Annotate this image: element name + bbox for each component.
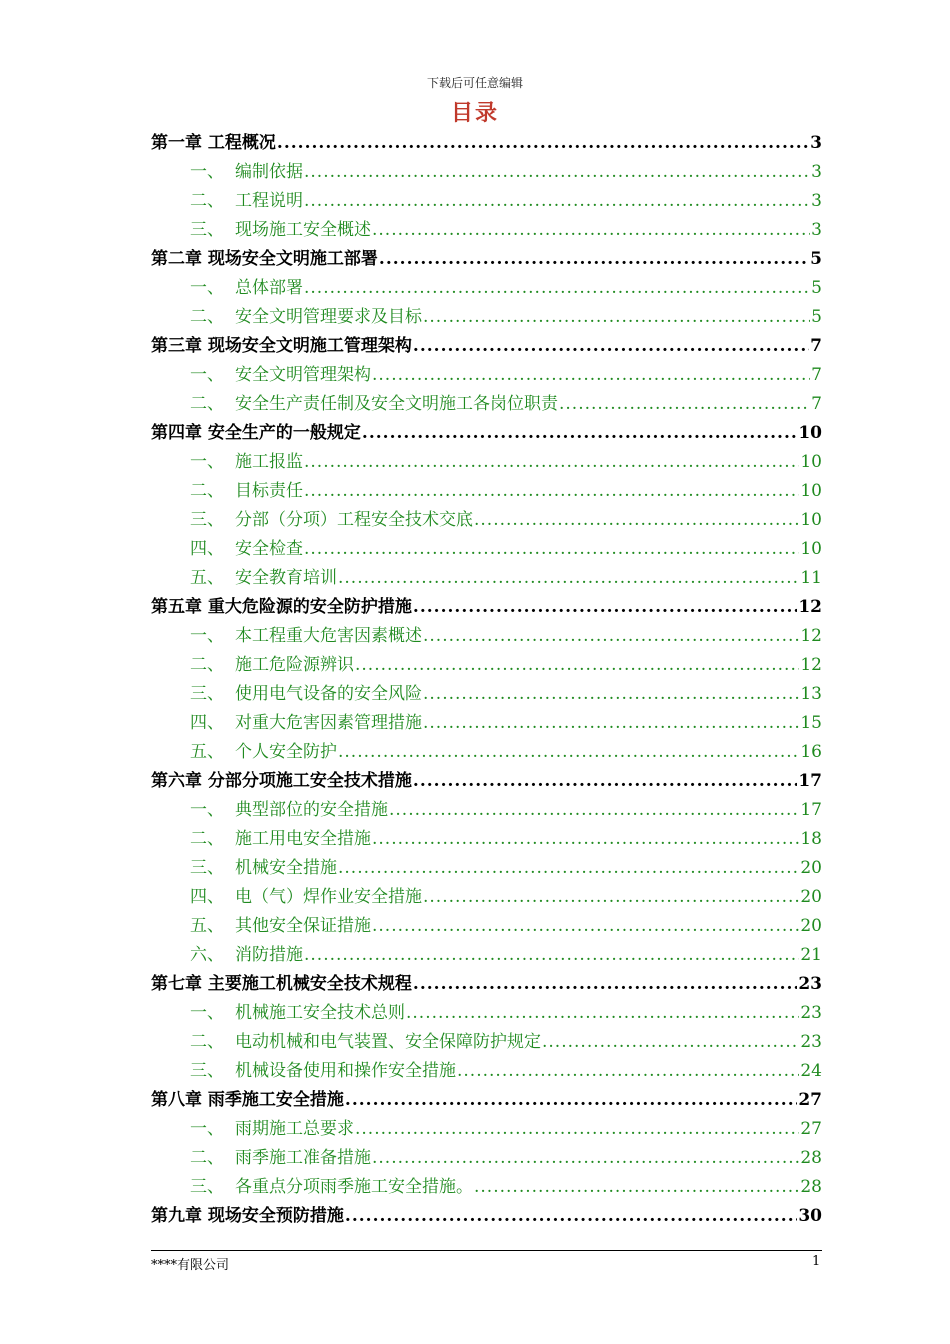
toc-section-entry[interactable] [151, 999, 822, 1028]
toc-section-entry[interactable] [151, 477, 822, 506]
toc-entry-label: 第六章 分部分项施工安全技术措施 [151, 771, 412, 791]
toc-section-entry[interactable] [151, 506, 822, 535]
footer-page-number: 1 [812, 1254, 821, 1269]
toc-page-number: 12 [800, 655, 822, 675]
toc-section-title: 工程说明 [235, 191, 303, 211]
toc-page-number: 10 [800, 539, 822, 559]
toc-section-entry[interactable] [151, 883, 822, 912]
toc-page-number: 10 [800, 452, 822, 472]
toc-page-number: 7 [811, 394, 822, 414]
toc-section-title: 本工程重大危害因素概述 [235, 626, 422, 646]
toc-dot-leader [413, 593, 797, 622]
toc-page-number: 28 [800, 1177, 822, 1197]
toc-section-number: 三、 [190, 510, 224, 530]
toc-dot-leader [338, 854, 799, 883]
toc-section-number: 五、 [190, 568, 224, 588]
toc-section-number: 二、 [190, 1148, 224, 1168]
toc-section-entry[interactable] [151, 274, 822, 303]
toc-dot-leader [345, 1202, 797, 1231]
toc-dot-leader [413, 970, 797, 999]
toc-dot-leader [304, 535, 799, 564]
toc-page-number: 20 [800, 916, 822, 936]
toc-section-number: 三、 [190, 858, 224, 878]
footer-divider [151, 1250, 822, 1251]
toc-entry-label [190, 303, 422, 332]
toc-section-title: 施工危险源辨识 [235, 655, 354, 675]
toc-entry-label: 第二章 现场安全文明施工部署 [151, 249, 378, 269]
toc-page-number: 23 [800, 1003, 822, 1023]
toc-page-number: 28 [800, 1148, 822, 1168]
toc-page-number: 5 [811, 278, 822, 298]
toc-page-number: 21 [800, 945, 822, 965]
toc-dot-leader [474, 506, 799, 535]
toc-chapter-entry[interactable] [151, 332, 822, 361]
toc-dot-leader [338, 738, 799, 767]
toc-entry-label: 第一章 工程概况 [151, 133, 276, 153]
toc-dot-leader [372, 1144, 799, 1173]
toc-entry-label [190, 1028, 541, 1057]
header-note: 下载后可任意编辑 [426, 76, 523, 90]
toc-section-title: 安全检查 [235, 539, 303, 559]
toc-section-number: 三、 [190, 1061, 224, 1081]
toc-entry-label [190, 651, 354, 680]
toc-dot-leader [355, 1115, 799, 1144]
toc-entry-label [190, 854, 337, 883]
toc-section-title: 个人安全防护 [235, 742, 337, 762]
toc-section-title: 各重点分项雨季施工安全措施。 [235, 1177, 473, 1197]
toc-entry-label [190, 680, 422, 709]
toc-page-number: 5 [810, 249, 822, 269]
toc-section-entry[interactable] [151, 854, 822, 883]
toc-entry-label [190, 506, 473, 535]
toc-dot-leader [413, 332, 809, 361]
toc-page-number: 7 [810, 336, 822, 356]
toc-entry-label [190, 448, 303, 477]
toc-entry-label: 第八章 雨季施工安全措施 [151, 1090, 344, 1110]
toc-dot-leader [423, 680, 799, 709]
toc-page-number: 12 [800, 626, 822, 646]
toc-section-number: 四、 [190, 887, 224, 907]
toc-section-entry[interactable] [151, 564, 822, 593]
toc-entry-label: 第四章 安全生产的一般规定 [151, 423, 361, 443]
toc-entry-label [190, 796, 388, 825]
toc-page-number: 5 [811, 307, 822, 327]
toc-section-title: 对重大危害因素管理措施 [235, 713, 422, 733]
toc-section-entry[interactable] [151, 738, 822, 767]
toc-section-entry[interactable] [151, 1057, 822, 1086]
toc-entry-label [190, 912, 371, 941]
toc-entry-label [190, 1057, 456, 1086]
toc-dot-leader [372, 825, 799, 854]
toc-page-number: 23 [800, 1032, 822, 1052]
toc-page-number: 18 [800, 829, 822, 849]
toc-page-number: 17 [800, 800, 822, 820]
toc-page-number: 17 [798, 771, 822, 791]
toc-section-entry[interactable] [151, 535, 822, 564]
toc-page-number: 3 [811, 191, 822, 211]
toc-dot-leader [362, 419, 797, 448]
toc-section-title: 总体部署 [235, 278, 303, 298]
toc-dot-leader [372, 216, 810, 245]
toc-section-title: 施工报监 [235, 452, 303, 472]
toc-entry-label [190, 361, 371, 390]
table-of-contents [151, 129, 822, 1231]
toc-page-number: 24 [800, 1061, 822, 1081]
toc-section-entry[interactable] [151, 912, 822, 941]
toc-section-entry[interactable] [151, 651, 822, 680]
toc-section-title: 电（气）焊作业安全措施 [235, 887, 422, 907]
toc-entry-label [190, 1144, 371, 1173]
toc-page-number: 15 [800, 713, 822, 733]
toc-section-number: 二、 [190, 481, 224, 501]
toc-entry-label: 第七章 主要施工机械安全技术规程 [151, 974, 412, 994]
toc-section-entry[interactable] [151, 1028, 822, 1057]
toc-dot-leader [457, 1057, 799, 1086]
toc-entry-label [190, 622, 422, 651]
toc-section-number: 三、 [190, 684, 224, 704]
toc-dot-leader [277, 129, 809, 158]
toc-page-number: 13 [800, 684, 822, 704]
toc-title: 目录 [450, 100, 499, 126]
toc-dot-leader [423, 883, 799, 912]
toc-entry-label [190, 477, 303, 506]
toc-page-number: 27 [800, 1119, 822, 1139]
toc-section-title: 消防措施 [235, 945, 303, 965]
toc-page-number: 20 [800, 887, 822, 907]
toc-page-number: 10 [800, 510, 822, 530]
toc-dot-leader [304, 187, 810, 216]
toc-section-entry[interactable] [151, 709, 822, 738]
toc-page-number: 16 [800, 742, 822, 762]
toc-dot-leader [304, 448, 799, 477]
toc-dot-leader [304, 941, 799, 970]
toc-entry-label [190, 999, 405, 1028]
toc-page-number: 12 [798, 597, 822, 617]
toc-section-number: 三、 [190, 1177, 224, 1197]
toc-section-title: 其他安全保证措施 [235, 916, 371, 936]
toc-section-number: 一、 [190, 1003, 224, 1023]
toc-entry-label [190, 274, 303, 303]
toc-entry-label [190, 564, 337, 593]
toc-entry-label: 第三章 现场安全文明施工管理架构 [151, 336, 412, 356]
toc-section-entry[interactable] [151, 622, 822, 651]
toc-chapter-entry[interactable] [151, 419, 822, 448]
toc-section-entry[interactable] [151, 796, 822, 825]
toc-entry-label [190, 738, 337, 767]
toc-entry-label: 第五章 重大危险源的安全防护措施 [151, 597, 412, 617]
toc-section-number: 一、 [190, 365, 224, 385]
toc-section-title: 安全文明管理要求及目标 [235, 307, 422, 327]
toc-section-number: 一、 [190, 162, 224, 182]
toc-chapter-entry[interactable] [151, 970, 822, 999]
toc-section-number: 二、 [190, 191, 224, 211]
toc-section-entry[interactable] [151, 187, 822, 216]
toc-section-number: 二、 [190, 1032, 224, 1052]
toc-section-number: 五、 [190, 742, 224, 762]
toc-dot-leader [542, 1028, 799, 1057]
toc-section-title: 安全生产责任制及安全文明施工各岗位职责 [235, 394, 558, 414]
toc-entry-label [190, 187, 303, 216]
toc-dot-leader [559, 390, 810, 419]
toc-section-entry[interactable] [151, 1173, 822, 1202]
toc-section-title: 现场施工安全概述 [235, 220, 371, 240]
toc-chapter-entry[interactable] [151, 593, 822, 622]
toc-section-title: 典型部位的安全措施 [235, 800, 388, 820]
toc-entry-label [190, 158, 303, 187]
toc-entry-label [190, 390, 558, 419]
toc-section-number: 二、 [190, 307, 224, 327]
toc-entry-label [190, 216, 371, 245]
toc-entry-label [190, 535, 303, 564]
toc-dot-leader [423, 622, 799, 651]
toc-dot-leader [379, 245, 809, 274]
toc-page-number: 3 [811, 220, 822, 240]
toc-page-number: 3 [811, 162, 822, 182]
toc-page-number: 7 [811, 365, 822, 385]
toc-section-number: 一、 [190, 452, 224, 472]
toc-section-title: 目标责任 [235, 481, 303, 501]
toc-section-number: 二、 [190, 655, 224, 675]
toc-dot-leader [355, 651, 799, 680]
toc-section-number: 一、 [190, 800, 224, 820]
toc-section-number: 三、 [190, 220, 224, 240]
toc-section-number: 二、 [190, 829, 224, 849]
toc-section-entry[interactable] [151, 448, 822, 477]
toc-dot-leader [304, 274, 810, 303]
toc-section-entry[interactable] [151, 680, 822, 709]
toc-entry-label [190, 1115, 354, 1144]
toc-section-title: 安全文明管理架构 [235, 365, 371, 385]
toc-section-entry[interactable] [151, 941, 822, 970]
toc-page-number: 27 [798, 1090, 822, 1110]
toc-chapter-entry[interactable] [151, 245, 822, 274]
toc-section-title: 机械施工安全技术总则 [235, 1003, 405, 1023]
toc-page-number: 11 [800, 568, 822, 588]
toc-dot-leader [372, 361, 810, 390]
toc-dot-leader [304, 477, 799, 506]
toc-section-title: 电动机械和电气装置、安全保障防护规定 [235, 1032, 541, 1052]
footer-company: ****有限公司 [151, 1258, 230, 1273]
toc-section-entry[interactable] [151, 361, 822, 390]
toc-page-number: 23 [798, 974, 822, 994]
toc-section-title: 雨季施工准备措施 [235, 1148, 371, 1168]
toc-entry-label [190, 709, 422, 738]
toc-section-title: 安全教育培训 [235, 568, 337, 588]
toc-section-title: 施工用电安全措施 [235, 829, 371, 849]
toc-dot-leader [345, 1086, 797, 1115]
toc-section-number: 六、 [190, 945, 224, 965]
toc-section-entry[interactable] [151, 216, 822, 245]
toc-page-number: 20 [800, 858, 822, 878]
toc-section-title: 分部（分项）工程安全技术交底 [235, 510, 473, 530]
toc-section-entry[interactable] [151, 303, 822, 332]
toc-chapter-entry[interactable] [151, 129, 822, 158]
toc-entry-label: 第九章 现场安全预防措施 [151, 1206, 344, 1226]
toc-page-number: 10 [800, 481, 822, 501]
toc-section-number: 二、 [190, 394, 224, 414]
toc-section-entry[interactable] [151, 1115, 822, 1144]
toc-dot-leader [304, 158, 810, 187]
toc-section-entry[interactable] [151, 158, 822, 187]
toc-dot-leader [338, 564, 799, 593]
toc-entry-label [190, 883, 422, 912]
toc-section-title: 雨期施工总要求 [235, 1119, 354, 1139]
toc-section-title: 使用电气设备的安全风险 [235, 684, 422, 704]
toc-entry-label [190, 1173, 473, 1202]
toc-section-number: 一、 [190, 1119, 224, 1139]
toc-entry-label [190, 825, 371, 854]
toc-section-title: 机械安全措施 [235, 858, 337, 878]
toc-section-number: 四、 [190, 713, 224, 733]
toc-chapter-entry[interactable] [151, 1086, 822, 1115]
toc-dot-leader [413, 767, 797, 796]
toc-section-number: 四、 [190, 539, 224, 559]
toc-section-entry[interactable] [151, 1144, 822, 1173]
toc-page-number: 3 [810, 133, 822, 153]
toc-chapter-entry[interactable] [151, 767, 822, 796]
toc-page-number: 30 [798, 1206, 822, 1226]
toc-dot-leader [406, 999, 799, 1028]
toc-entry-label [190, 941, 303, 970]
toc-section-entry[interactable] [151, 390, 822, 419]
toc-section-number: 五、 [190, 916, 224, 936]
toc-page-number: 10 [798, 423, 822, 443]
toc-section-number: 一、 [190, 626, 224, 646]
toc-section-entry[interactable] [151, 825, 822, 854]
toc-section-title: 机械设备使用和操作安全措施 [235, 1061, 456, 1081]
toc-section-number: 一、 [190, 278, 224, 298]
toc-dot-leader [474, 1173, 799, 1202]
toc-dot-leader [372, 912, 799, 941]
toc-chapter-entry[interactable] [151, 1202, 822, 1231]
toc-dot-leader [423, 303, 810, 332]
toc-section-title: 编制依据 [235, 162, 303, 182]
toc-dot-leader [423, 709, 799, 738]
toc-dot-leader [389, 796, 799, 825]
